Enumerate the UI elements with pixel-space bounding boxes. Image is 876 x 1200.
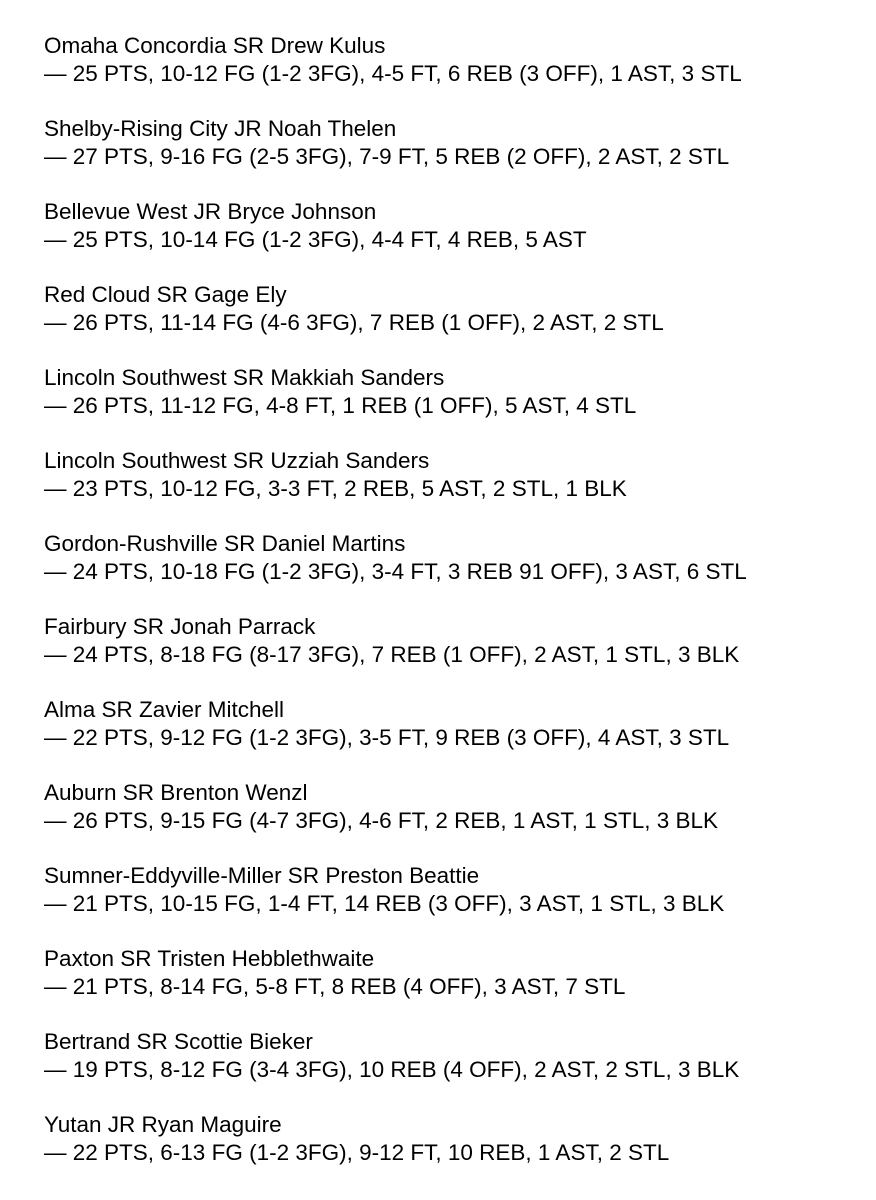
player-name: Paxton SR Tristen Hebblethwaite: [44, 946, 375, 971]
player-entry: [44, 530, 864, 613]
player-stats: — 25 PTS, 10-12 FG (1-2 3FG), 4-5 FT, 6 REB (3 OFF), 1 AST, 3 STL: [44, 61, 742, 86]
player-stats: — 26 PTS, 11-14 FG (4-6 3FG), 7 REB (1 OFF), 2 AST, 2 STL: [44, 310, 664, 335]
player-name: Sumner-Eddyville-Miller SR Preston Beattie: [44, 863, 480, 888]
player-entry: [44, 447, 864, 530]
player-stats: — 21 PTS, 10-15 FG, 1-4 FT, 14 REB (3 OFF), 3 AST, 1 STL, 3 BLK: [44, 891, 725, 916]
player-entry: [44, 198, 864, 281]
player-name: Fairbury SR Jonah Parrack: [44, 614, 316, 639]
player-name: Yutan JR Ryan Maguire: [44, 1112, 282, 1137]
player-entry: [44, 613, 864, 696]
player-name: Lincoln Southwest SR Uzziah Sanders: [44, 448, 430, 473]
player-name: Auburn SR Brenton Wenzl: [44, 780, 308, 805]
player-stats: — 26 PTS, 11-12 FG, 4-8 FT, 1 REB (1 OFF), 5 AST, 4 STL: [44, 393, 637, 418]
player-entry: [44, 862, 864, 945]
player-name: Red Cloud SR Gage Ely: [44, 282, 287, 307]
player-entry: [44, 696, 864, 779]
player-entry: [44, 281, 864, 364]
player-name: Shelby-Rising City JR Noah Thelen: [44, 116, 397, 141]
player-stats: — 22 PTS, 9-12 FG (1-2 3FG), 3-5 FT, 9 REB (3 OFF), 4 AST, 3 STL: [44, 725, 730, 750]
player-entry: [44, 779, 864, 862]
player-entry: [44, 115, 864, 198]
player-name: Lincoln Southwest SR Makkiah Sanders: [44, 365, 445, 390]
player-name: Bertrand SR Scottie Bieker: [44, 1029, 313, 1054]
player-name: Omaha Concordia SR Drew Kulus: [44, 33, 386, 58]
player-entry: [44, 945, 864, 1028]
player-entry: [44, 32, 864, 115]
player-entry: [44, 364, 864, 447]
player-stats: — 24 PTS, 10-18 FG (1-2 3FG), 3-4 FT, 3 REB 91 OFF), 3 AST, 6 STL: [44, 559, 747, 584]
stat-list: [44, 32, 864, 1194]
player-stats: — 26 PTS, 9-15 FG (4-7 3FG), 4-6 FT, 2 REB, 1 AST, 1 STL, 3 BLK: [44, 808, 719, 833]
player-entry: [44, 1111, 864, 1194]
player-stats: — 19 PTS, 8-12 FG (3-4 3FG), 10 REB (4 OFF), 2 AST, 2 STL, 3 BLK: [44, 1057, 740, 1082]
player-entry: [44, 1028, 864, 1111]
player-name: Gordon-Rushville SR Daniel Martins: [44, 531, 406, 556]
player-stats: — 25 PTS, 10-14 FG (1-2 3FG), 4-4 FT, 4 REB, 5 AST: [44, 227, 587, 252]
player-stats: — 23 PTS, 10-12 FG, 3-3 FT, 2 REB, 5 AST, 2 STL, 1 BLK: [44, 476, 627, 501]
player-name: Alma SR Zavier Mitchell: [44, 697, 285, 722]
player-stats: — 27 PTS, 9-16 FG (2-5 3FG), 7-9 FT, 5 REB (2 OFF), 2 AST, 2 STL: [44, 144, 730, 169]
player-stats: — 22 PTS, 6-13 FG (1-2 3FG), 9-12 FT, 10 REB, 1 AST, 2 STL: [44, 1140, 670, 1165]
player-stats: — 24 PTS, 8-18 FG (8-17 3FG), 7 REB (1 OFF), 2 AST, 1 STL, 3 BLK: [44, 642, 740, 667]
player-name: Bellevue West JR Bryce Johnson: [44, 199, 377, 224]
player-stats: — 21 PTS, 8-14 FG, 5-8 FT, 8 REB (4 OFF), 3 AST, 7 STL: [44, 974, 626, 999]
